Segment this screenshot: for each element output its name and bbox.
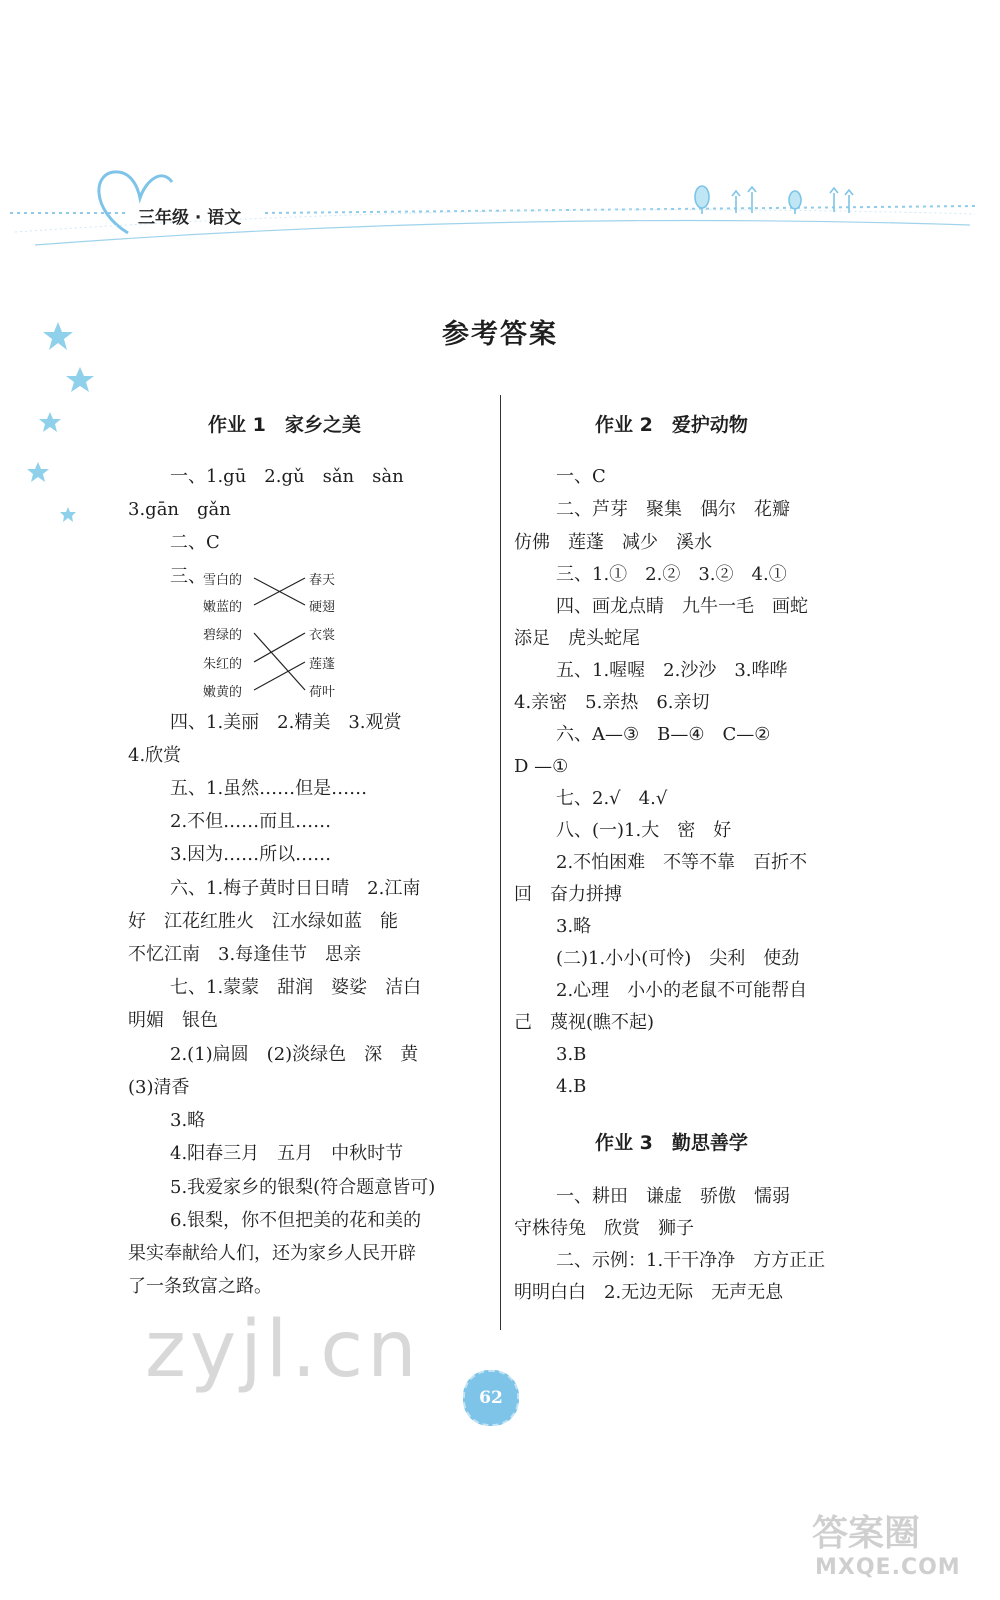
answer-line: 果实奉献给人们，还为家乡人民开辟	[128, 1243, 416, 1264]
answer-line: 七、2.√ 4.√	[556, 788, 668, 809]
answer-line: 了一条致富之路。	[128, 1276, 272, 1297]
homework-3-title: 作业 3 勤思善学	[595, 1132, 748, 1154]
match-left-word: 碧绿的	[203, 628, 243, 643]
star-icons	[27, 322, 94, 522]
answer-line: 2.不怕困难 不等不靠 百折不	[556, 852, 808, 873]
match-left-word: 雪白的	[203, 573, 243, 588]
answer-line: 五、1.虽然……但是……	[170, 778, 368, 799]
corner-logo-mark: 答案圈	[812, 1513, 921, 1554]
answer-line: 不忆江南 3.每逢佳节 思亲	[128, 944, 362, 965]
answer-line: 七、1.蒙蒙 甜润 婆娑 洁白	[170, 977, 422, 998]
answer-line: 八、(一)1.大 密 好	[556, 820, 732, 841]
answer-line: 4.欣赏	[128, 745, 182, 766]
answer-line: 一、耕田 谦虚 骄傲 懦弱	[556, 1186, 790, 1207]
corner-logo-url: MXQE.COM	[815, 1555, 961, 1580]
answer-line: 3.B	[556, 1044, 587, 1065]
answer-line: 明明白白 2.无边无际 无声无息	[514, 1282, 784, 1303]
flower-stems-icon	[695, 186, 853, 214]
match-right-word: 春天	[309, 573, 336, 588]
answer-line: 守株待兔 欣赏 狮子	[514, 1218, 694, 1239]
answer-line: 二、示例：1.干干净净 方方正正	[556, 1250, 826, 1271]
answer-line: 六、A—③ B—④ C—②	[556, 724, 771, 745]
watermark: zyjl.cn	[145, 1305, 421, 1395]
answer-line: 二、芦芽 聚集 偶尔 花瓣	[556, 499, 790, 520]
answer-line: 5.我爱家乡的银梨(符合题意皆可)	[170, 1177, 436, 1198]
answer-line: 2.心理 小小的老鼠不可能帮自	[556, 980, 808, 1001]
match-left-word: 嫩黄的	[203, 685, 243, 700]
match-left-word: 嫩蓝的	[203, 600, 243, 615]
match-right-word: 荷叶	[309, 685, 336, 700]
answer-line: 4.B	[556, 1076, 587, 1097]
match-right-word: 硬翅	[309, 600, 336, 615]
star-icon	[27, 462, 49, 482]
answer-line: 6.银梨，你不但把美的花和美的	[170, 1210, 422, 1231]
header-label: 三年级 · 语文	[138, 208, 242, 228]
answer-line: 一、C	[556, 466, 606, 487]
answer-line: (3)清香	[128, 1077, 190, 1098]
answer-line: 好 江花红胜火 江水绿如蓝 能	[128, 911, 398, 932]
answer-line: 2.不但……而且……	[170, 811, 332, 832]
answer-line: 三、	[170, 566, 206, 587]
answer-line: 四、1.美丽 2.精美 3.观赏	[170, 712, 402, 733]
answer-line: 仿佛 莲蓬 减少 溪水	[514, 532, 712, 553]
answer-line: 3.略	[556, 916, 592, 937]
answer-line: 回 奋力拼搏	[514, 884, 622, 905]
match-right-word: 衣裳	[309, 628, 336, 643]
page-title: 参考答案	[442, 319, 558, 350]
answer-line: 明媚 银色	[128, 1010, 218, 1031]
answer-line: 四、画龙点睛 九牛一毛 画蛇	[556, 596, 808, 617]
star-icon	[66, 367, 94, 392]
column-divider	[500, 395, 501, 1330]
answer-line: 4.阳春三月 五月 中秋时节	[170, 1143, 404, 1164]
answer-line: 己 蔑视(瞧不起)	[514, 1012, 655, 1033]
answer-line: 五、1.喔喔 2.沙沙 3.哗哗	[556, 660, 788, 681]
star-icon	[39, 412, 61, 432]
page-number-badge: 62	[463, 1370, 519, 1426]
answer-line: 添足 虎头蛇尾	[514, 628, 640, 649]
answer-line: 3.因为……所以……	[170, 844, 332, 865]
answer-line: 一、1.gū 2.gǔ sǎn sàn	[170, 466, 404, 487]
matching-lines	[254, 578, 305, 690]
answer-line: 三、1.① 2.② 3.② 4.①	[556, 564, 787, 585]
match-left-word: 朱红的	[203, 657, 243, 672]
answer-line: 2.(1)扁圆 (2)淡绿色 深 黄	[170, 1044, 419, 1065]
match-right-word: 莲蓬	[309, 657, 336, 672]
answer-line: (二)1.小小(可怜) 尖利 使劲	[556, 948, 800, 969]
homework-2-title: 作业 2 爱护动物	[595, 414, 748, 436]
homework-1-title: 作业 1 家乡之美	[208, 414, 361, 436]
star-icon	[60, 507, 76, 522]
answer-line: 4.亲密 5.亲热 6.亲切	[514, 692, 710, 713]
answer-line: D —①	[514, 756, 569, 777]
answer-line: 六、1.梅子黄时日日晴 2.江南	[170, 878, 421, 899]
answer-line: 二、C	[170, 532, 220, 553]
answer-line: 3.略	[170, 1110, 206, 1131]
answer-line: 3.gān gǎn	[128, 499, 231, 520]
